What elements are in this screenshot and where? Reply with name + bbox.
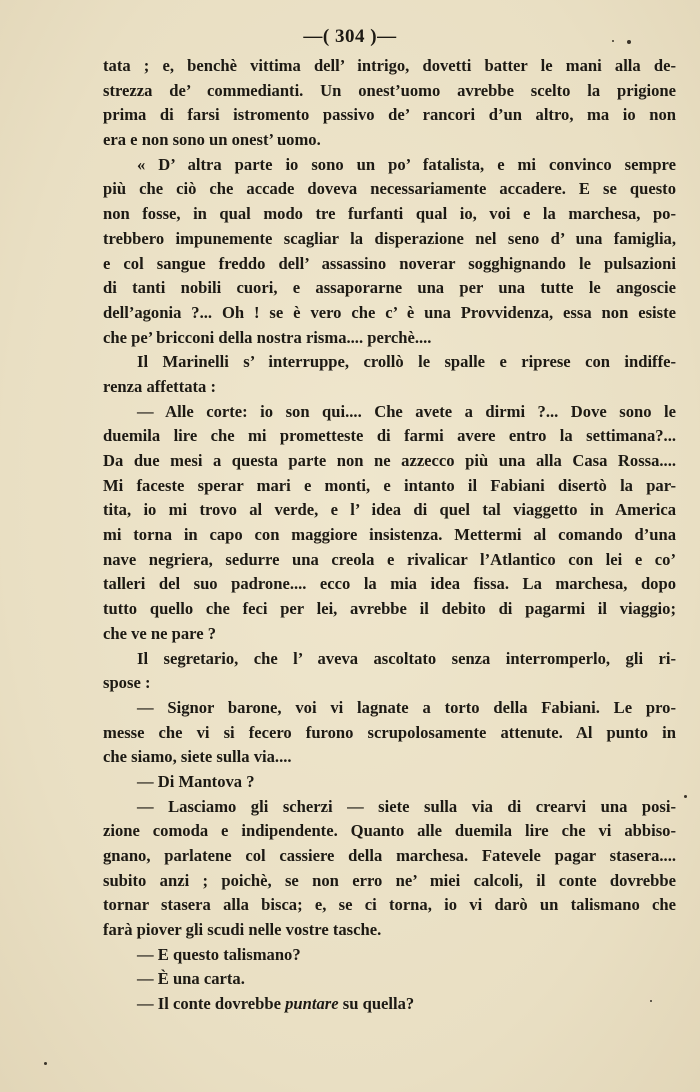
text-line: che pe’ bricconi della nostra risma.... perchè.... (103, 327, 432, 347)
text-line: nave negriera, sedurre una creola e rivalicar l’Atlantico con lei e co’ (103, 549, 676, 569)
emphasized-word: puntare (285, 994, 339, 1014)
text-line: — È una carta. (137, 969, 245, 989)
text-line: più che ciò che accade doveva necessariamente accadere. E se questo (103, 179, 676, 199)
text-line: tornar stasera alla bisca; e, se ci torna, io vi darò un talismano che (103, 895, 676, 915)
text-line: era e non sono un onest’ uomo. (103, 130, 321, 150)
ink-speck (650, 1000, 652, 1002)
text-line: strezza de’ commedianti. Un onest’uomo avrebbe scelto la prigione (103, 80, 676, 100)
text-line: tita, io mi trovo al verde, e l’ idea di quel tal viaggetto in America (103, 500, 676, 520)
text-line: farà piover gli scudi nelle vostre tasche. (103, 920, 382, 940)
ink-speck (44, 1062, 47, 1065)
text-line: — Signor barone, voi vi lagnate a torto della Fabiani. Le pro- (137, 697, 676, 717)
text-line: Da due mesi a questa parte non ne azzecco più una alla Casa Rossa.... (103, 451, 676, 470)
text-line: che ve ne pare ? (103, 623, 217, 643)
text-line: Mi faceste sperar mari e monti, e intanto il Fabiani disertò la par- (103, 475, 676, 495)
text-line: renza affettata : (103, 376, 217, 396)
text-line: duemila lire che mi prometteste di farmi avere entro la settimana?... (103, 426, 676, 446)
text-line: — Il conte dovrebbe puntare su quella? (137, 994, 415, 1014)
text-line: « D’ altra parte io sono un po’ fatalista, e mi convinco sempre (137, 154, 676, 174)
text-line: mi torna in capo con maggiore insistenza. Mettermi al comando d’una (103, 525, 676, 545)
text-line: spose : (103, 673, 151, 693)
ink-speck (612, 40, 614, 42)
text-line: gnano, parlatene col cassiere della marchesa. Fatevele pagar stasera.... (103, 846, 676, 865)
text-line: trebbero impunemente scagliar la disperazione nel seno d’ una famiglia, (103, 228, 676, 248)
text-line: tutto quello che feci per lei, avrebbe il debito di pagarmi il viaggio; (103, 599, 676, 619)
text-line: Il segretario, che l’ aveva ascoltato senza interromperlo, gli ri- (137, 648, 676, 668)
text-line: — Di Mantova ? (137, 771, 255, 791)
text-line: e col sangue freddo dell’ assassino noverar sogghignando le pulsazioni (103, 253, 676, 273)
ink-speck (684, 795, 687, 798)
text-line: subito anzi ; poichè, se non erro ne’ miei calcoli, il conte dovrebbe (103, 870, 676, 890)
text-line: Il Marinelli s’ interruppe, crollò le spalle e riprese con indiffe- (137, 352, 676, 372)
text-line: messe che vi si fecero furono scrupolosamente attenute. Al punto in (103, 722, 676, 742)
text-line: — Alle corte: io son qui.... Che avete a dirmi ?... Dove sono le (137, 401, 676, 421)
page-number-header: —( 304 )— (303, 26, 397, 47)
text-line: zione comoda e indipendente. Quanto alle duemila lire che vi abbiso- (103, 821, 676, 841)
text-line: prima di farsi istromento passivo de’ rancori d’un altro, ma io non (103, 105, 676, 125)
text-line: tata ; e, benchè vittima dell’ intrigo, dovetti batter le mani alla de- (103, 56, 676, 75)
text-line: talleri del suo padrone.... ecco la mia idea fissa. La marchesa, dopo (103, 574, 676, 594)
text-line: dell’agonia ?... Oh ! se è vero che c’ è una Provvidenza, essa non esiste (103, 302, 676, 322)
body-text (103, 54, 676, 1017)
text-line: — E questo talismano? (137, 944, 301, 964)
text-line: — Lasciamo gli scherzi — siete sulla via di crearvi una posi- (137, 796, 676, 816)
text-line: non fosse, in qual modo tre furfanti qual io, voi e la marchesa, po- (103, 204, 676, 224)
ink-speck (627, 40, 631, 44)
text-line: di tanti nobili cuori, e assaporarne una per una tutte le angoscie (103, 278, 676, 298)
text-line: che siamo, siete sulla via.... (103, 747, 292, 767)
